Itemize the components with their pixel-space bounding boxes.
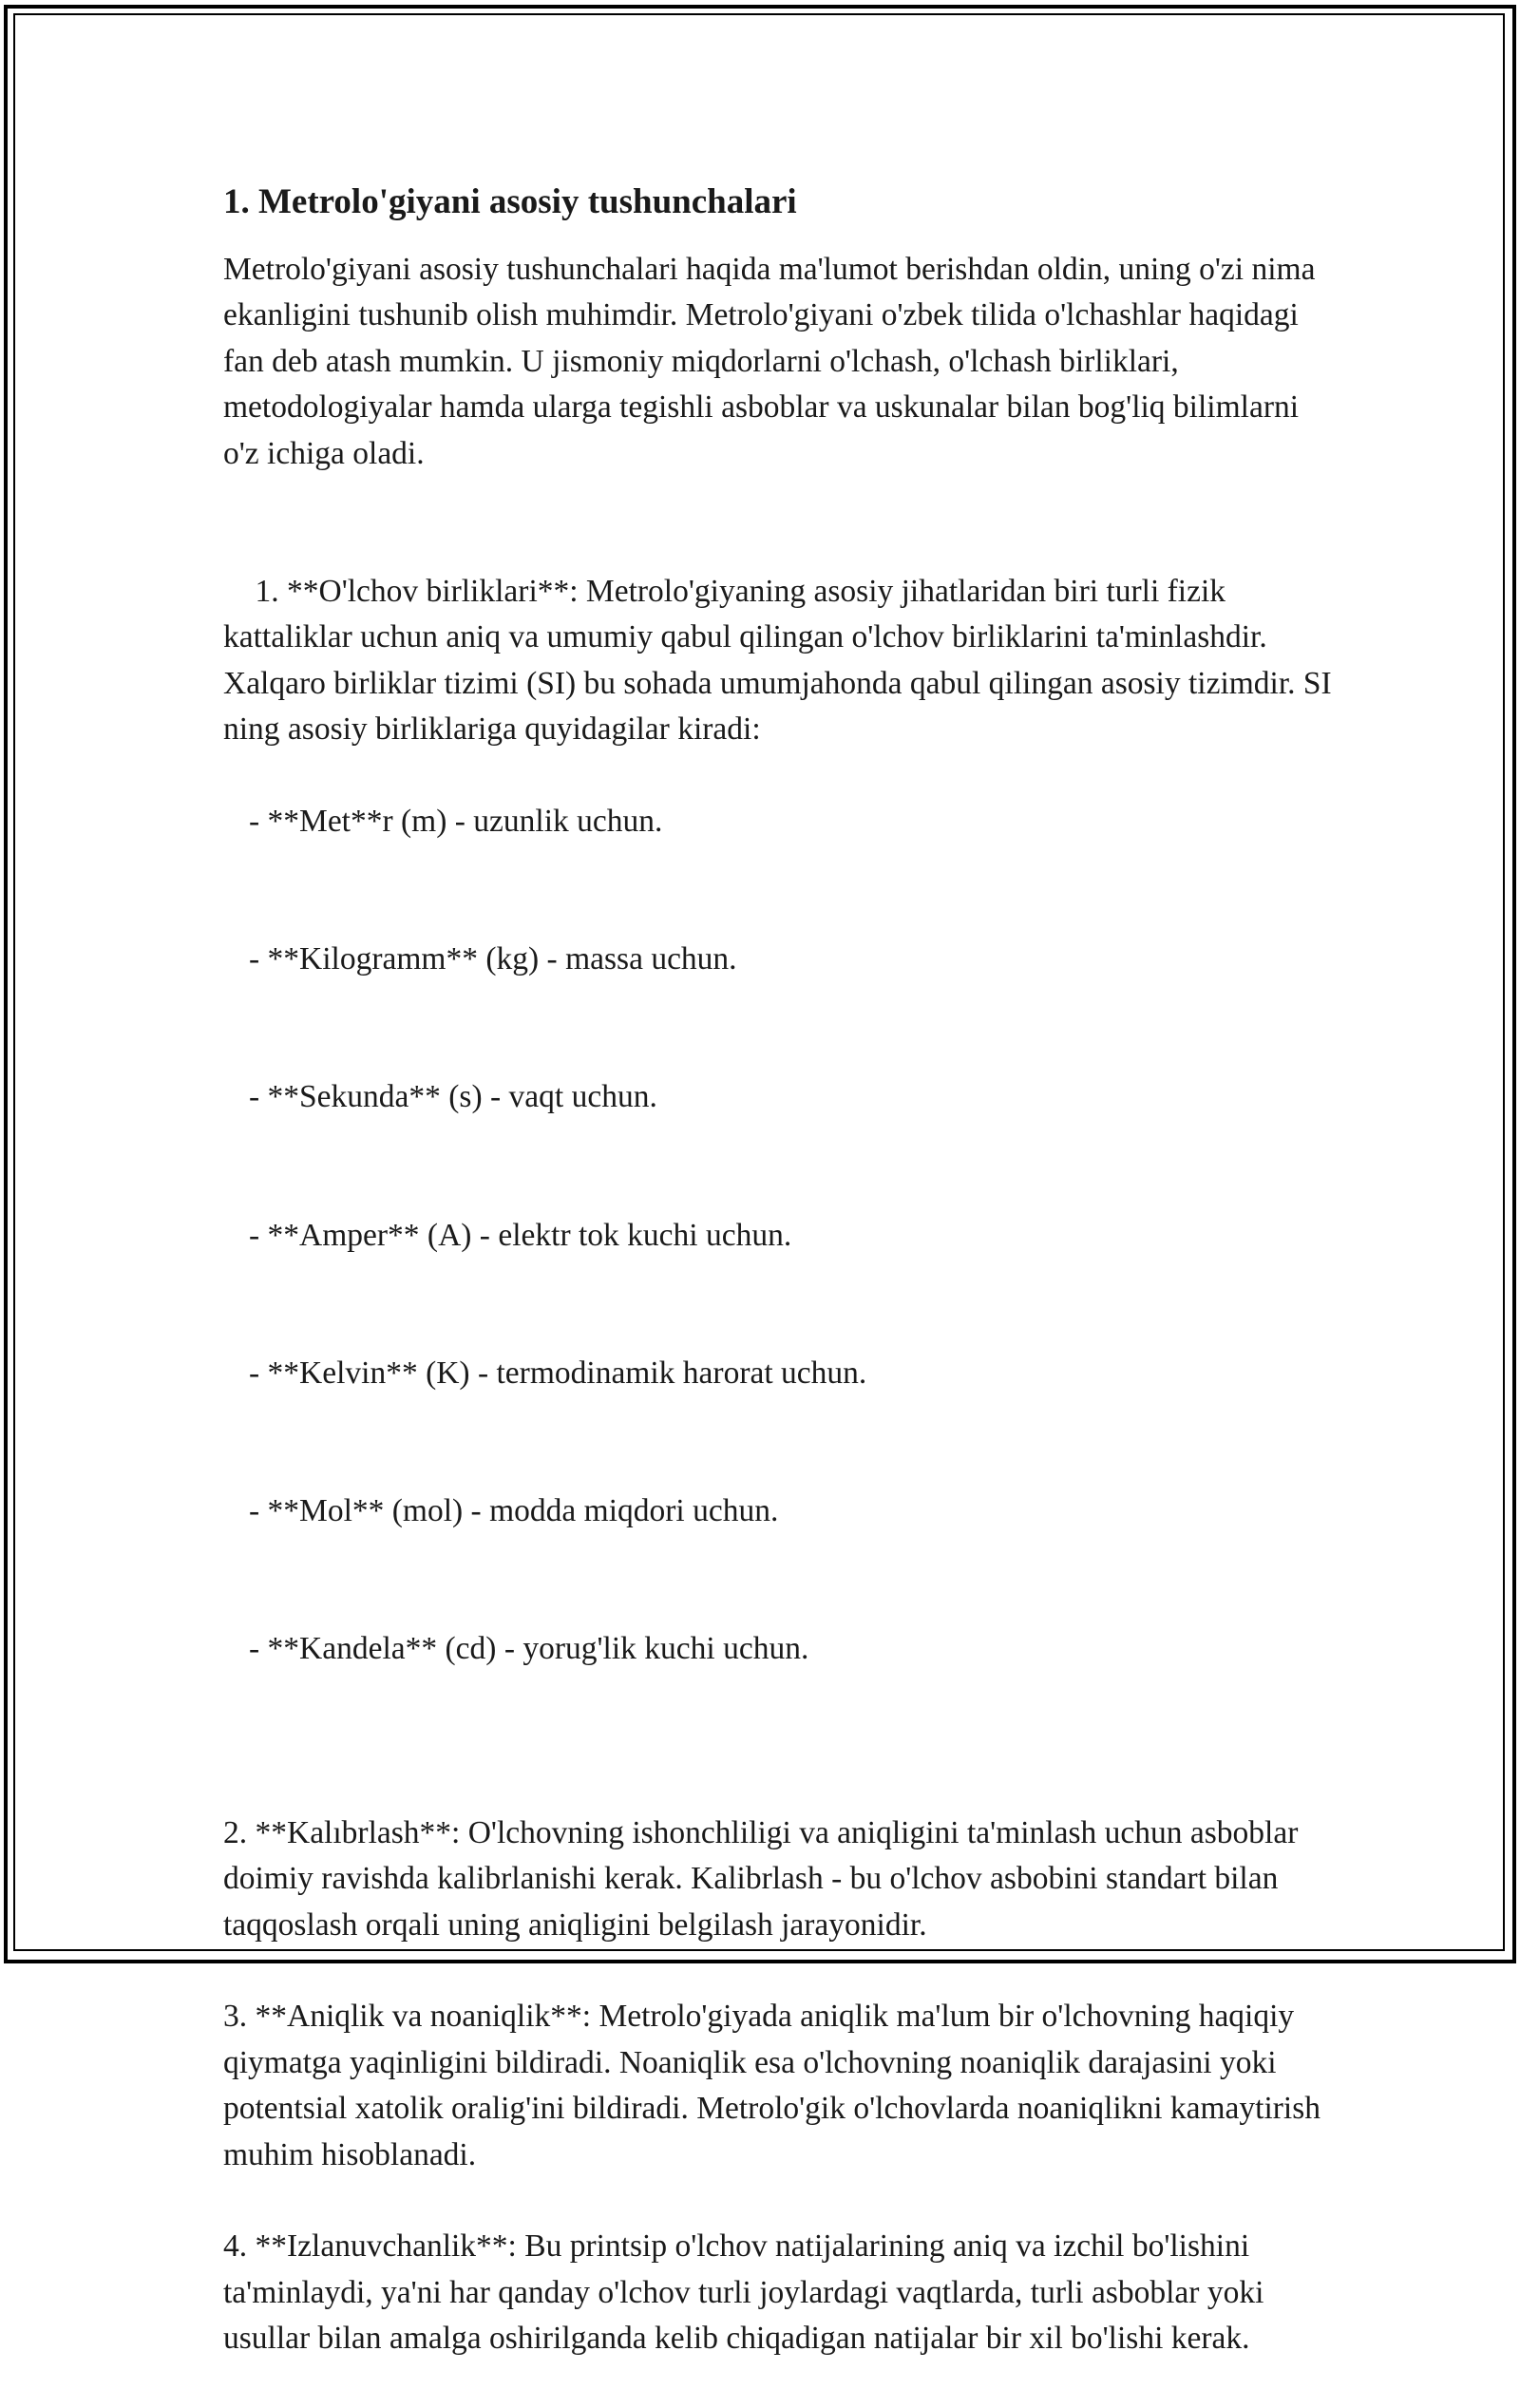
- unit-item-amper: - **Amper** (A) - elektr tok kuchi uchun.: [249, 1217, 792, 1253]
- section-calibration: 2. **Kalıbrlash**: O'lchovning ishonchliligi va aniqligini ta'minlash uchun asboblar doimiy ravishda kalibrlanishi kerak. Kalibrlash - bu o'lchov asbobini standart bilan taqqoslash orqali uning aniqligini belgilash jarayonidir.: [223, 1814, 1306, 1943]
- intro-paragraph: Metrolo'giyani asosiy tushunchalari haqida ma'lumot berishdan oldin, uning o'zi nima ekanligini tushunib olish muhimdir. Metrolo'giyani o'zbek tilida o'lchashlar haqidagi fan deb atash mumkin. U jismoniy miqdorlarni o'lchash, o'lchash birliklari, metodologiyalar hamda ularga tegishli asboblar va uskunalar bilan bog'liq bilimlarni o'z ichiga oladi.: [223, 252, 1323, 471]
- section-units-text: 1. **O'lchov birliklari**: Metrolo'giyaning asosiy jihatlaridan biri turli fizik kattaliklar uchun aniq va umumiy qabul qilingan o'lchov birliklarini ta'minlashdir. Xalqaro birliklar tizimi (SI) bu sohada umumjahonda qabul qilingan asosiy tizimdir. SI ning asosiy birliklariga quyidagilar kiradi:: [223, 573, 1340, 748]
- unit-item-kandela: - **Kandela** (cd) - yorug'lik kuchi uchun.: [249, 1631, 809, 1667]
- section-units: [223, 522, 1340, 1764]
- document-body: [223, 179, 1340, 2408]
- unit-item-sekunda: - **Sekunda** (s) - vaqt uchun.: [249, 1079, 657, 1115]
- page-title: 1. Metrolo'giyani asosiy tushunchalari: [223, 182, 797, 221]
- unit-item-mol: - **Mol** (mol) - modda miqdori uchun.: [249, 1492, 779, 1528]
- unit-item-metr: - **Met**r (m) - uzunlik uchun.: [249, 803, 663, 839]
- unit-item-kelvin: - **Kelvin** (K) - termodinamik harorat uchun.: [249, 1355, 867, 1391]
- section-traceability: 4. **Izlanuvchanlik**: Bu printsip o'lchov natijalarining aniq va izchil bo'lishini ta'minlaydi, ya'ni har qanday o'lchov turli joylardagi vaqtlarda, turli asboblar yoki usullar bilan amalga oshirilganda kelib chiqadigan natijalar bir xil bo'lishi kerak.: [223, 2228, 1272, 2357]
- unit-item-kilogramm: - **Kilogramm** (kg) - massa uchun.: [249, 941, 737, 977]
- section-accuracy: 3. **Aniqlik va noaniqlik**: Metrolo'giyada aniqlik ma'lum bir o'lchovning haqiqiy qiymatga yaqinligini bildiradi. Noaniqlik esa o'lchovning noaniqlik darajasini yoki potentsial xatolik oralig'ini bildiradi. Metrolo'gik o'lchovlarda noaniqlikni kamaytirish muhim hisoblanadi.: [223, 1999, 1329, 2172]
